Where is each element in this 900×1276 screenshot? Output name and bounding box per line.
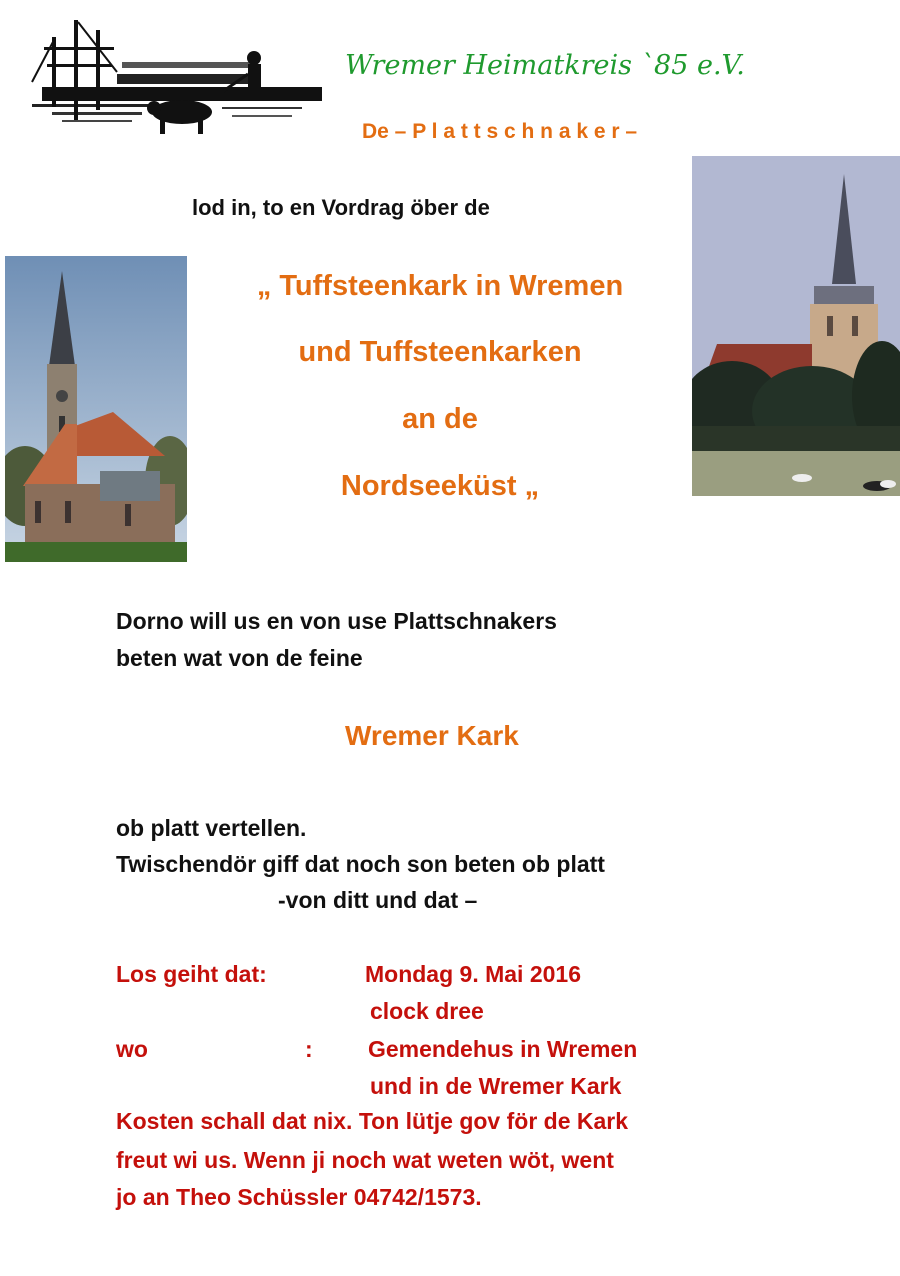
body-line-5: -von ditt und dat – (278, 887, 478, 913)
footer-line-3: jo an Theo Schüssler 04742/1573. (116, 1184, 482, 1210)
title-line-1: „ Tuffsteenkark in Wremen (256, 270, 624, 302)
title-line-3: an de (402, 403, 478, 435)
footer-line-1: Kosten schall dat nix. Ton lütje gov för de Kark (116, 1108, 629, 1134)
event-time: clock dree (370, 998, 484, 1024)
church-photo-right (692, 156, 900, 496)
when-label: Los geiht dat: (116, 961, 267, 987)
body-line-1: Dorno will us en von use Plattschnakers (116, 608, 557, 634)
event-date: Mondag 9. Mai 2016 (365, 961, 582, 987)
title-line-4: Nordseeküst „ (340, 470, 540, 502)
body-line-4: Twischendör giff dat noch son beten ob platt (116, 851, 605, 877)
footer-line-2: freut wi us. Wenn ji noch wat weten wöt, went (116, 1147, 614, 1173)
invite-text: lod in, to en Vordrag öber de (192, 195, 490, 220)
body-line-2: beten wat von de feine (116, 645, 363, 671)
event-place-2: und in de Wremer Kark (370, 1073, 622, 1099)
group-name: De – P l a t t s c h n a k e r – (362, 120, 638, 143)
org-name: Wremer Heimatkreis `85 e.V. (345, 50, 745, 81)
where-label: wo (116, 1036, 148, 1062)
church-photo-left (5, 256, 187, 562)
woodcut-harbor-farmer-icon (22, 12, 322, 140)
body-line-3: ob platt vertellen. (116, 815, 307, 841)
event-place-1: Gemendehus in Wremen (368, 1036, 638, 1062)
title-line-2: und Tuffsteenkarken (298, 336, 582, 368)
kark-name: Wremer Kark (345, 720, 519, 751)
where-colon: : (305, 1036, 313, 1062)
